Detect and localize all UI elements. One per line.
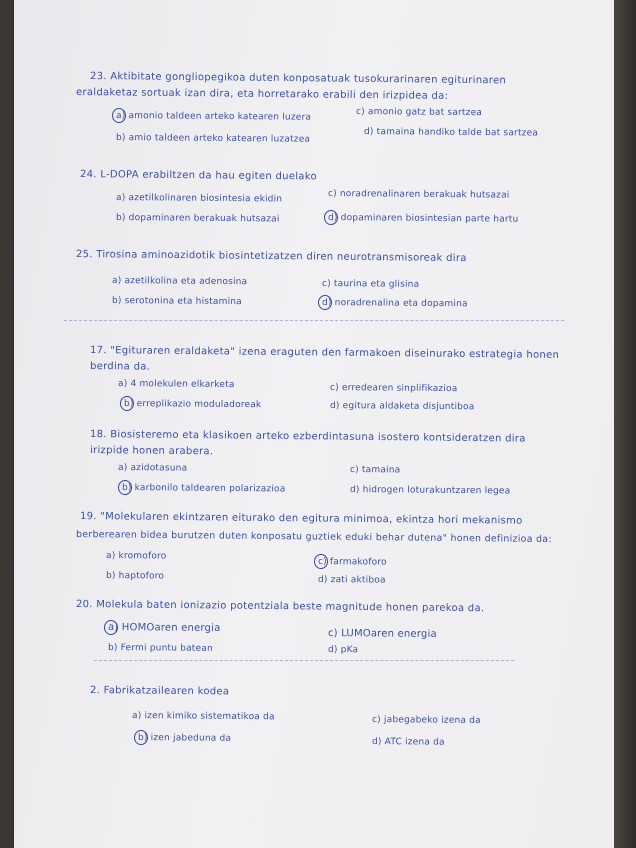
question-20-option-c[interactable]: c) LUMOaren energia (327, 628, 437, 640)
question-20-option-a[interactable]: a) HOMOaren energia (107, 622, 221, 634)
question-17-option-b[interactable]: b) erreplikazio moduladoreak (123, 399, 262, 411)
question-25-text: 25. Tirosina aminoazidotik biosintetizatzen diren neurotransmisoreak dira (75, 249, 467, 265)
question-2-option-a[interactable]: a) izen kimiko sistematikoa da (131, 711, 275, 723)
question-17-text-line-2: berdina da. (89, 361, 151, 373)
question-19-option-b[interactable]: b) haptoforo (105, 571, 165, 582)
question-24-option-a[interactable]: a) azetilkolinaren biosintesia ekidin (115, 193, 283, 205)
question-18-text-line-2: irizpide honen arabera. (89, 445, 214, 458)
question-20-option-b[interactable]: b) Fermi puntu batean (107, 643, 213, 654)
question-25-option-d[interactable]: d) noradrenalina eta dopamina (321, 298, 468, 310)
question-19-option-d[interactable]: d) zati aktiboa (317, 575, 386, 586)
question-24-option-d[interactable]: d) dopaminaren biosintesian parte hartu (327, 213, 519, 225)
question-2-option-b[interactable]: b) izen jabeduna da (137, 733, 232, 744)
section-divider-2 (94, 660, 514, 661)
question-17-text-line-1: 17. "Egituraren eraldaketa" izena eraguten den farmakoen diseinurako estrategia honen (89, 345, 560, 361)
exam-sheet (14, 0, 614, 848)
question-25-option-c[interactable]: c) taurina eta glisina (321, 279, 420, 290)
question-24-text: 24. L-DOPA erabiltzen da hau egiten duelako (79, 169, 317, 183)
question-25-option-a[interactable]: a) azetilkolina eta adenosina (111, 276, 248, 288)
question-20-text: 20. Molekula baten ionizazio potentziala beste magnitude honen parekoa da. (75, 599, 485, 615)
question-24-option-b[interactable]: b) dopaminaren berakuak hutsazai (115, 213, 280, 225)
question-18-option-a[interactable]: a) azidotasuna (117, 463, 188, 474)
question-2-text: 2. Fabrikatzailearen kodea (89, 685, 230, 698)
question-18-text-line-1: 18. Biosisteremo eta klasikoen arteko ezberdintasuna isostero kontsideratzen dira (89, 429, 526, 445)
question-19-text-line-1: 19. "Molekularen ekintzaren eiturako den egitura minimoa, ekintza hori mekanismo (79, 511, 523, 527)
question-17-option-a[interactable]: a) 4 molekulen elkarketa (117, 379, 235, 391)
question-17-option-d[interactable]: d) egitura aldaketa disjuntiboa (329, 401, 475, 413)
question-24-option-c[interactable]: c) noradrenalinaren berakuak hutsazai (327, 189, 510, 201)
question-23-option-b[interactable]: b) amio taldeen arteko katearen luzatzea (115, 133, 311, 145)
question-17-option-c[interactable]: c) erredearen sinplifikazioa (329, 383, 458, 395)
question-19-option-c[interactable]: c) farmakoforo (317, 557, 387, 568)
question-23-text-line-2: eraldaketaz sortuak izan dira, eta horretarako erabili den irizpidea da: (75, 87, 449, 102)
question-18-option-b[interactable]: b) karbonilo taldearen polarizazioa (121, 483, 286, 495)
question-2-option-c[interactable]: c) jabegabeko izena da (371, 715, 481, 726)
question-25-option-b[interactable]: b) serotonina eta histamina (111, 296, 242, 308)
question-18-option-c[interactable]: c) tamaina (349, 465, 401, 476)
question-2-option-d[interactable]: d) ATC izena da (371, 737, 445, 748)
question-23-option-c[interactable]: c) amonio gatz bat sartzea (355, 107, 483, 119)
question-23-option-d[interactable]: d) tamaina handiko talde bat sartzea (363, 127, 539, 139)
table-edge (614, 0, 636, 848)
question-20-option-d[interactable]: d) pKa (327, 645, 359, 656)
section-divider (64, 320, 564, 321)
question-23-text-line-1: 23. Aktibitate gongliopegikoa duten konposatuak tusokurarinaren egiturinaren (89, 71, 507, 87)
question-19-option-a[interactable]: a) kromoforo (105, 551, 167, 562)
question-23-option-a[interactable]: a) amonio taldeen arteko katearen luzera (115, 111, 312, 123)
question-18-option-d[interactable]: d) hidrogen loturakuntzaren legea (349, 485, 511, 497)
question-19-text-line-2: berberearen bidea burutzen duten konposatu guztiek eduki behar dutena" honen definizioa da: (75, 529, 552, 545)
